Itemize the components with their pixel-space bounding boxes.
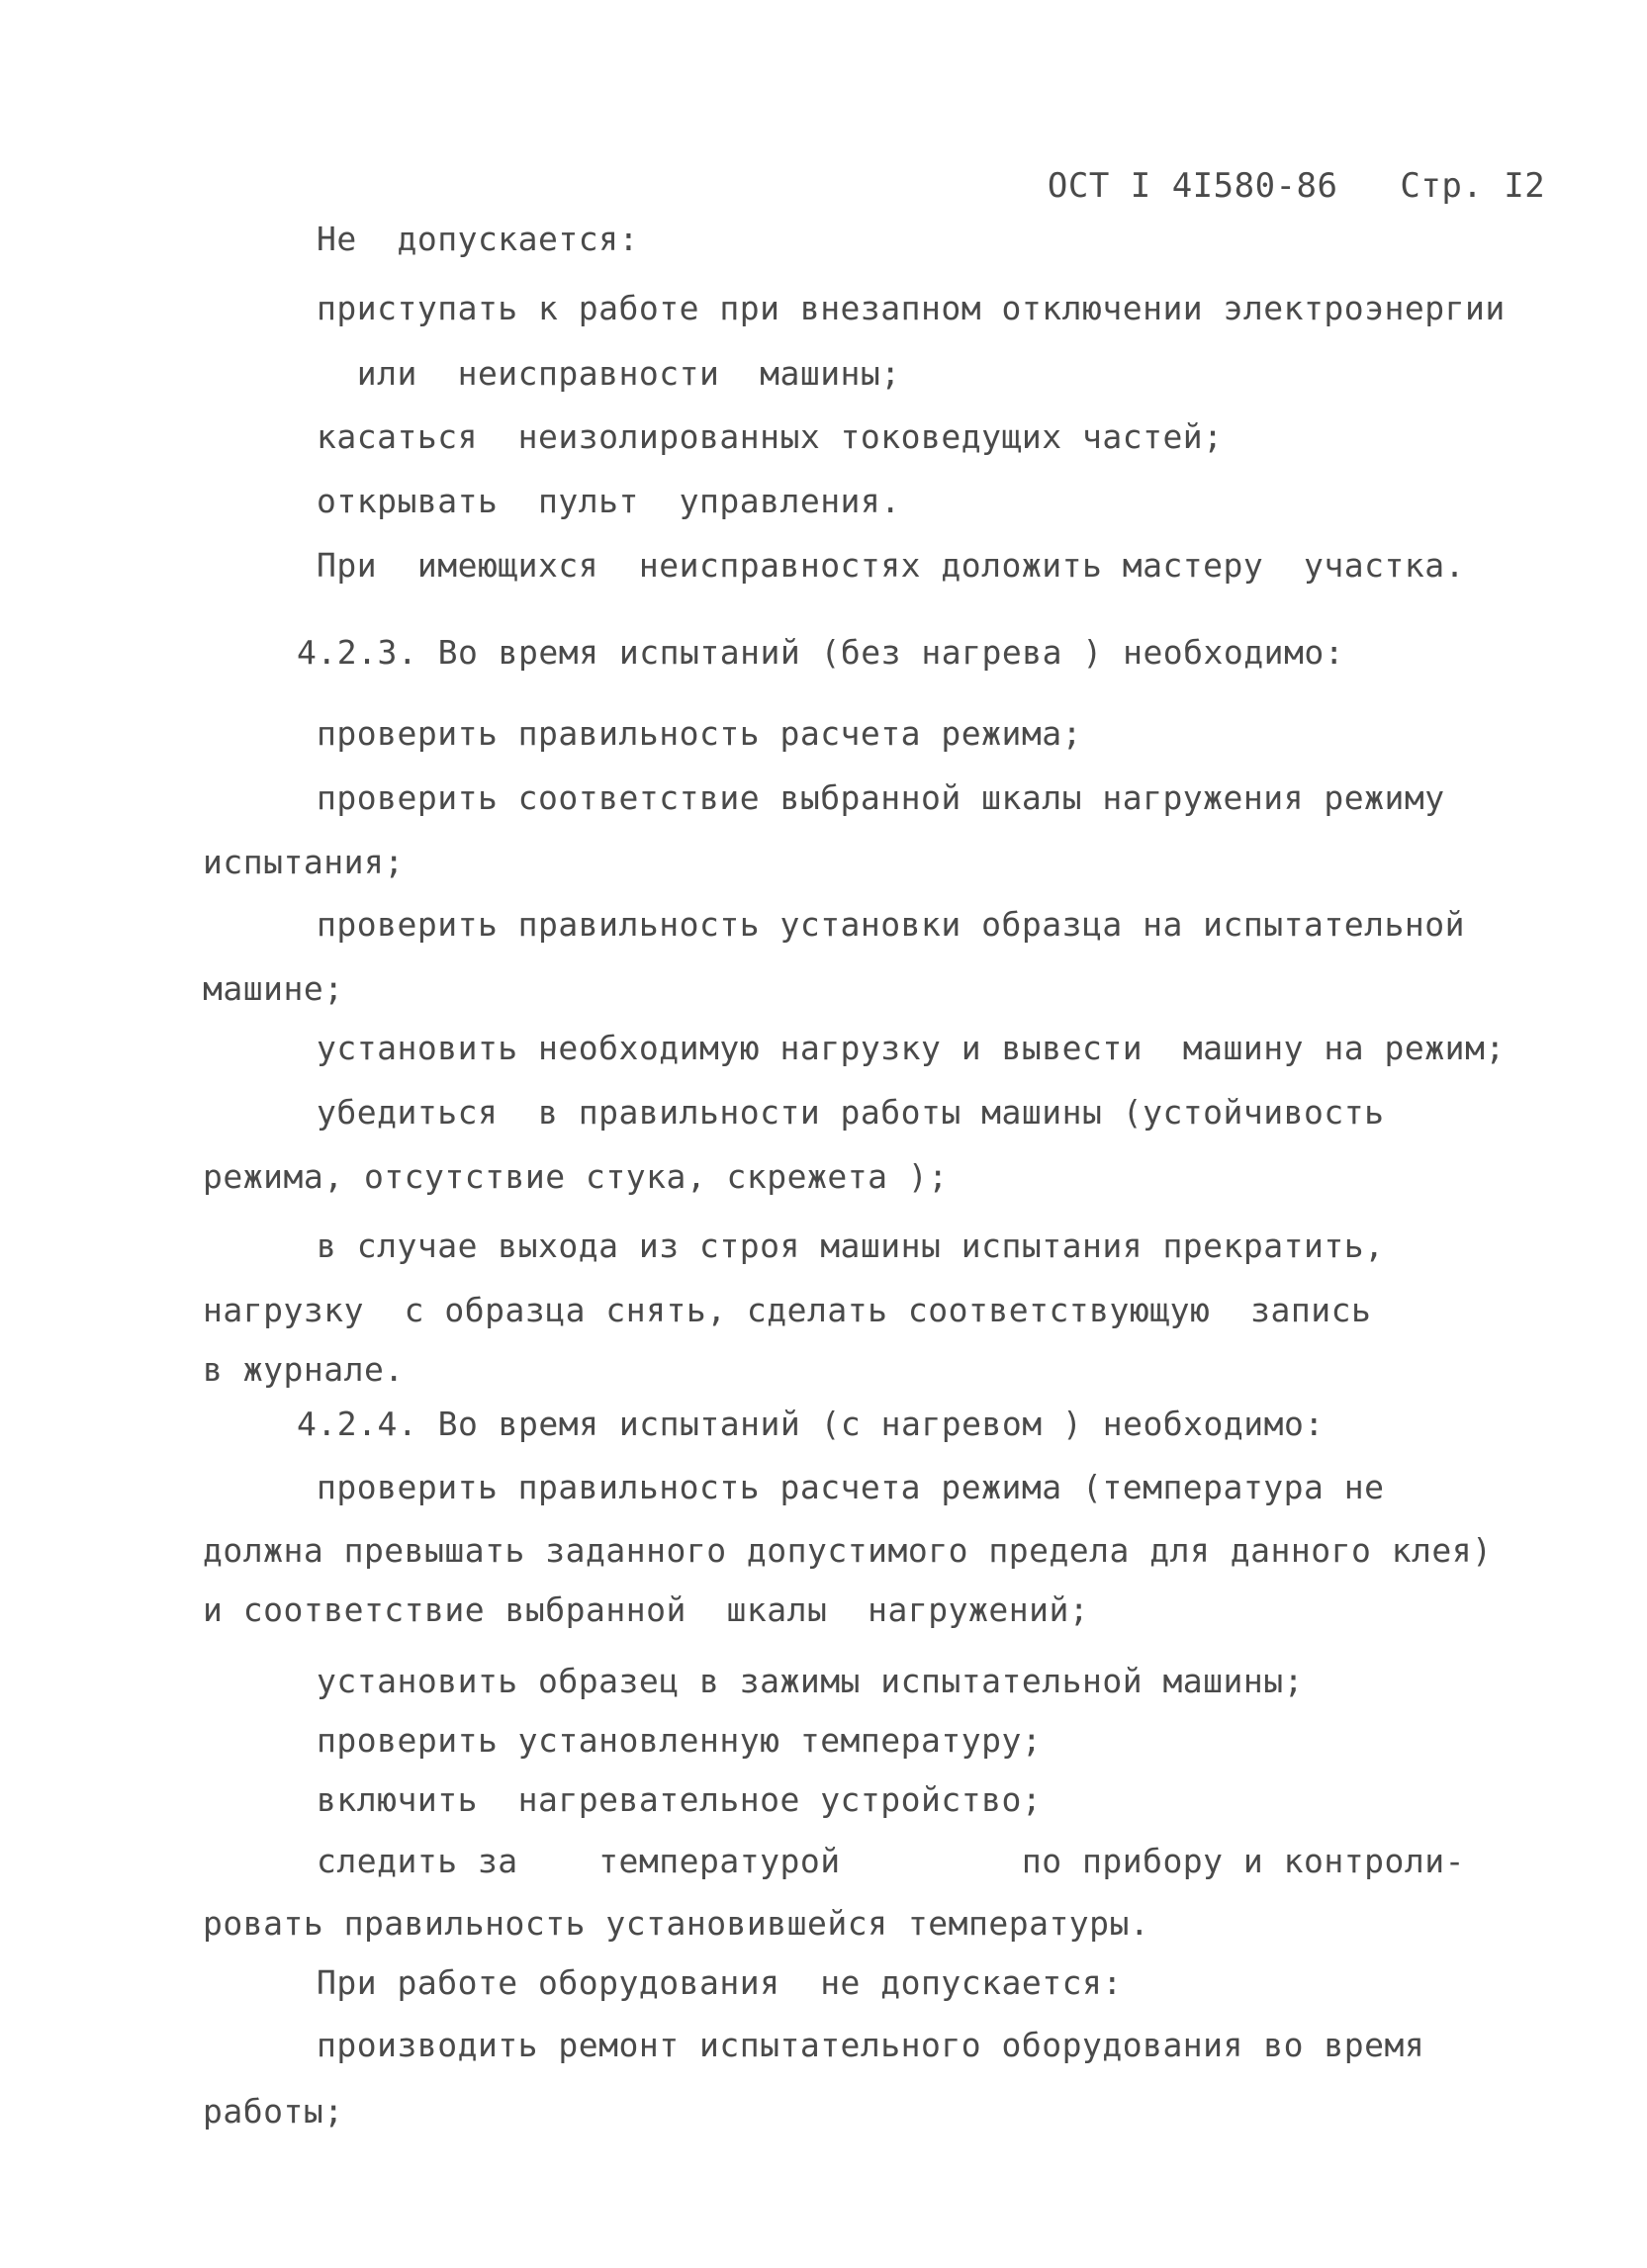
text-line: проверить установленную температуру; bbox=[317, 1721, 1043, 1760]
text-line: и соответствие выбранной шкалы нагружений; bbox=[203, 1590, 1090, 1629]
text-line: Не допускается: bbox=[317, 220, 639, 258]
page-header bbox=[964, 127, 1545, 245]
text-line: включить нагревательное устройство; bbox=[317, 1780, 1043, 1819]
text-line: машине; bbox=[203, 969, 344, 1008]
text-line: убедиться в правильности работы машины (устойчивость bbox=[317, 1093, 1385, 1132]
text-line: должна превышать заданного допустимого предела для данного клея) bbox=[203, 1531, 1493, 1570]
text-line: приступать к работе при внезапном отключении электроэнергии bbox=[317, 289, 1506, 327]
text-line: производить ремонт испытательного оборудования во время bbox=[317, 2026, 1425, 2064]
text-line: работы; bbox=[203, 2092, 344, 2131]
text-line: касаться неизолированных токоведущих частей; bbox=[317, 417, 1224, 456]
text-line: или неисправности машины; bbox=[317, 354, 901, 393]
text-line: нагрузку с образца снять, сделать соответствующую запись bbox=[203, 1291, 1372, 1329]
text-line: следить за температурой по прибору и контроли- bbox=[317, 1842, 1465, 1880]
text-line: режима, отсутствие стука, скрежета ); bbox=[203, 1157, 949, 1196]
section-heading-4-2-3: 4.2.3. Во время испытаний (без нагрева ) необходимо: bbox=[297, 633, 1345, 672]
section-heading-4-2-4: 4.2.4. Во время испытаний (с нагревом ) необходимо: bbox=[297, 1405, 1325, 1443]
text-line: проверить соответствие выбранной шкалы нагружения режиму bbox=[317, 778, 1445, 817]
page-number: Стр. I2 bbox=[1400, 166, 1546, 206]
text-line: проверить правильность расчета режима (температура не bbox=[317, 1468, 1385, 1506]
text-line: испытания; bbox=[203, 843, 405, 881]
text-line: При работе оборудования не допускается: bbox=[317, 1963, 1123, 2002]
text-line: проверить правильность установки образца на испытательной bbox=[317, 905, 1465, 944]
text-line: открывать пульт управления. bbox=[317, 482, 901, 520]
text-line: установить образец в зажимы испытательной машины; bbox=[317, 1662, 1305, 1700]
text-line: При имеющихся неисправностях доложить мастеру участка. bbox=[317, 546, 1465, 585]
text-line: в случае выхода из строя машины испытания прекратить, bbox=[317, 1226, 1385, 1265]
text-line: в журнале. bbox=[203, 1350, 405, 1389]
text-line: установить необходимую нагрузку и вывести машину на режим; bbox=[317, 1029, 1506, 1067]
text-line: ровать правильность установившейся температуры. bbox=[203, 1904, 1150, 1943]
document-code: ОСТ I 4I580-86 bbox=[1047, 166, 1338, 206]
text-line: проверить правильность расчета режима; bbox=[317, 714, 1082, 753]
